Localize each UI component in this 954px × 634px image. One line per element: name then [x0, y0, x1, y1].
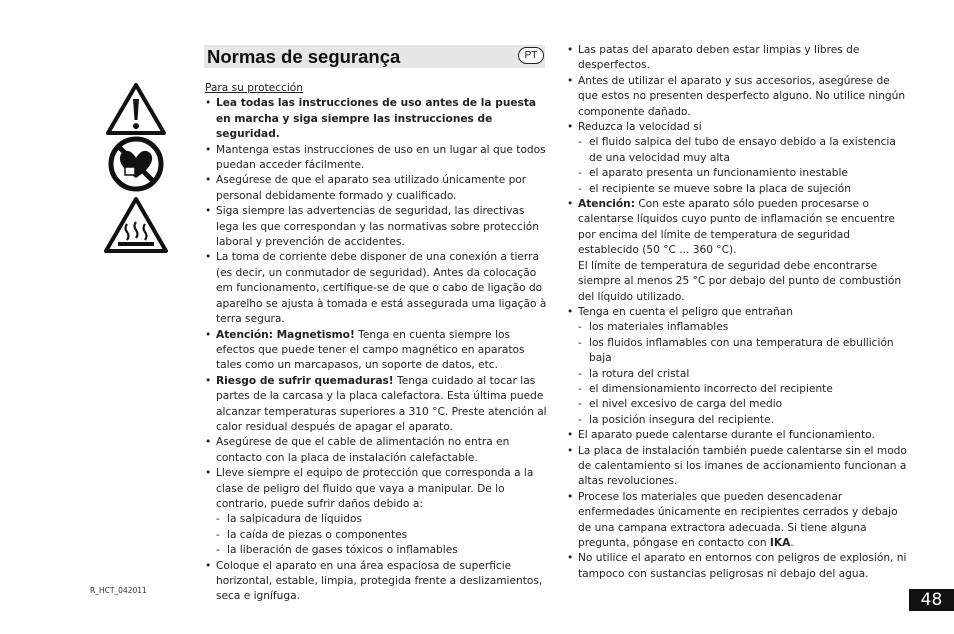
hot-surface-icon [103, 196, 169, 254]
list-item [567, 197, 912, 305]
list-item: • No utilice el aparato en entornos con peligros de explosión, ni tampoco con sustancias peligrosas ni debajo del agua. [567, 551, 912, 582]
hazard-list [578, 320, 912, 428]
list-item [205, 173, 550, 204]
sub-item: - el nivel excesivo de carga del medio [578, 397, 912, 412]
list-item [205, 435, 550, 466]
general-warning-icon [105, 82, 167, 136]
item-text: Tenga cuidado al tocar las partes de la carcasa y la placa calefactora. Esta última puede alcanzar temperaturas superiores a 310 °C. Preste atención al calor residual después de apagar el aparato. [216, 374, 547, 433]
list-item [205, 374, 550, 436]
section-header [204, 45, 545, 68]
left-column [205, 81, 550, 605]
item-text: La toma de corriente debe disponer de una conexión a tierra (es decir, un conmutador de seguridad). Antes da colocação em funcionamento, certifique-se de que o cabo de ligação do aparelho se ajusta à tomada e está assegurada uma ligação à terra segura. [216, 251, 547, 326]
list-item: • Las patas del aparato deben estar limpias y libres de desperfectos. [567, 43, 912, 74]
right-column [567, 43, 912, 582]
list-item [205, 96, 550, 142]
item-text: Tenga en cuenta siempre los efectos que puede tener el campo magnético en aparatos tales como un marcapasos, un soporte de datos, etc. [216, 328, 525, 372]
bold-text: Atención: [578, 198, 635, 211]
safety-list-left [205, 96, 550, 604]
item-text: Coloque el aparato en una área espaciosa de superficie horizontal, estable, limpia, protegida frente a deslizamientos, seca e ignífuga. [216, 559, 543, 603]
list-item [205, 328, 550, 374]
warning-icons [102, 82, 172, 258]
sub-item: - la salpicadura de líquidos [216, 512, 550, 527]
item-text: Lleve siempre el equipo de protección que corresponda a la clase de peligro del fluido que vaya a manipular. De lo contrario, puede sufrir daños debido a: [216, 467, 534, 510]
sub-item: - los materiales inflamables [578, 320, 912, 335]
list-item: • El aparato puede calentarse durante el funcionamiento. [567, 428, 912, 443]
sub-item: - el aparato presenta un funcionamiento inestable [578, 166, 912, 181]
list-item [205, 559, 550, 605]
risk-list [216, 512, 550, 558]
sub-item: - los fluidos inflamables con una temperatura de ebullición baja [578, 336, 912, 367]
list-item [567, 490, 912, 552]
speed-reason-list [578, 135, 912, 197]
list-item [205, 204, 550, 250]
item-text: Con este aparato sólo pueden procesarse o calentarse líquidos cuyo punto de inflamación se encuentre por encima del límite de temperatura de seguridad establecido (50 °C ... 360 °C). [578, 198, 895, 257]
document-code: R_HCT_042011 [90, 586, 147, 595]
list-item [205, 250, 550, 327]
sub-item: - el fluido salpica del tubo de ensayo debido a la existencia de una velocidad muy alta [578, 135, 912, 166]
safety-list-right [567, 43, 912, 582]
item-text: Tenga en cuenta el peligro que entrañan [578, 305, 793, 318]
sub-item: - el dimensionamiento incorrecto del recipiente [578, 382, 912, 397]
sub-item: - el recipiente se mueve sobre la placa de sujeción [578, 182, 912, 197]
subheading: Para su protección [205, 82, 304, 94]
item-text: Asegúrese de que el cable de alimentación no entra en contacto con la placa de instalación calefactable. [216, 436, 510, 464]
item-text: Reduzca la velocidad si [578, 121, 702, 134]
list-item [567, 305, 912, 428]
item-text: El límite de temperatura de seguridad debe encontrarse siempre al menos 25 °C por debajo del punto de combustión del líquido utilizado. [578, 259, 902, 303]
item-text: . [790, 537, 794, 549]
bold-text: Riesgo de sufrir quemaduras! [216, 374, 394, 387]
sub-item: - la posición insegura del recipiente. [578, 413, 912, 428]
list-item [205, 466, 550, 558]
item-text: Asegúrese de que el aparato sea utilizado únicamente por personal debidamente formado y cualificado. [216, 174, 527, 202]
item-text: Siga siempre las advertencias de seguridad, las directivas lega les que correspondan y las normativas sobre protección laboral y prevención de accidentes. [216, 205, 539, 249]
bold-text: Atención: Magnetismo! [216, 328, 355, 341]
sub-item: - la caída de piezas o componentes [216, 528, 550, 543]
no-pacemaker-icon [108, 136, 164, 192]
language-badge: PT [518, 47, 544, 64]
brand-name: IKA [769, 537, 791, 549]
sub-item: - la rotura del cristal [578, 367, 912, 382]
list-item: • La placa de instalación también puede calentarse sin el modo de calentamiento si los imanes de accionamiento funcionan a altas revoluciones. [567, 444, 912, 490]
list-item [567, 120, 912, 197]
sub-item: - la liberación de gases tóxicos o inflamables [216, 543, 550, 558]
list-item: • Antes de utilizar el aparato y sus accesorios, asegúrese de que estos no presenten desperfecto alguno. No utilice ningún componente dañado. [567, 74, 912, 120]
list-item [205, 143, 550, 174]
page-number: 48 [909, 589, 954, 611]
item-text: Procese los materiales que pueden desencadenar enfermedades únicamente en recipientes cerrados y debajo de una campana extractora adecuada. Si tiene alguna pregunta, póngase en contacto con [578, 490, 898, 549]
page-title: Normas de segurança [207, 46, 401, 67]
item-text: Mantenga estas instrucciones de uso en un lugar al que todos puedan acceder fácilmente. [216, 143, 546, 172]
bold-text: Lea todas las instrucciones de uso antes de la puesta en marcha y siga siempre las instrucciones de seguridad. [216, 97, 537, 141]
